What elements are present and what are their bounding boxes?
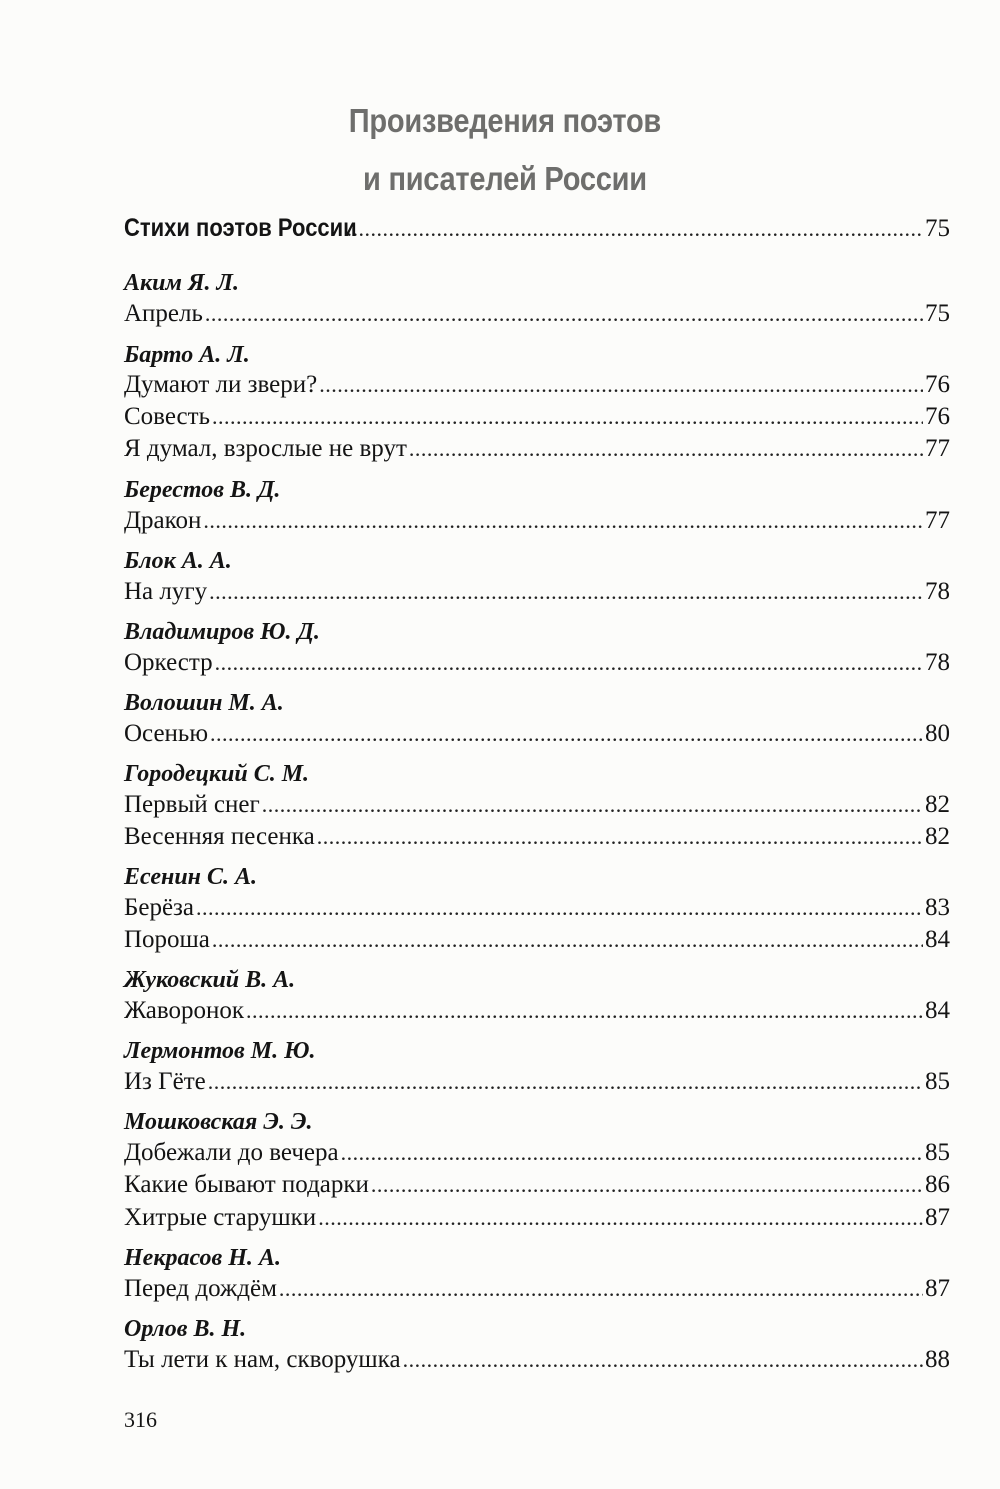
work-title: Я думал, взрослые не врут — [124, 435, 407, 462]
dot-leader — [212, 404, 923, 430]
toc-entry[interactable] — [124, 720, 950, 748]
toc-entry[interactable] — [124, 649, 950, 677]
dot-leader — [317, 824, 923, 850]
toc-entry[interactable] — [124, 1346, 950, 1374]
work-title: Берёза — [124, 894, 195, 921]
toc-entry[interactable] — [124, 578, 950, 606]
author-name: Есенин С. А. — [124, 864, 258, 890]
page-title — [65, 92, 945, 208]
author-name: Волошин М. А. — [124, 690, 284, 716]
toc-entry[interactable] — [124, 823, 950, 851]
author-name: Лермонтов М. Ю. — [124, 1038, 316, 1064]
work-title: Хитрые старушки — [124, 1204, 317, 1231]
work-title: Какие бывают подарки — [124, 1171, 369, 1198]
page-number: 84 — [925, 997, 950, 1024]
toc-entry[interactable] — [124, 894, 950, 922]
page-number: 87 — [925, 1204, 950, 1231]
page-number: 84 — [925, 926, 950, 953]
page-number: 88 — [925, 1346, 950, 1373]
page-number: 85 — [925, 1139, 950, 1166]
toc-entry[interactable] — [124, 791, 950, 819]
work-title: На лугу — [124, 578, 208, 605]
page-number: 75 — [925, 300, 950, 327]
dot-leader — [318, 1205, 923, 1231]
page-number: 76 — [925, 403, 950, 430]
work-title: Ты лети к нам, скворушка — [124, 1346, 401, 1373]
author-name: Блок А. А. — [124, 548, 232, 574]
page-number: 76 — [925, 371, 950, 398]
dot-leader — [341, 1140, 923, 1166]
section-label: Стихи поэтов России — [124, 214, 357, 242]
toc-section-heading[interactable] — [124, 214, 950, 243]
author-name: Барто А. Л. — [124, 342, 250, 368]
dot-leader — [279, 1276, 923, 1302]
toc-entry[interactable] — [124, 997, 950, 1025]
dot-leader — [208, 1069, 923, 1095]
page-number: 78 — [925, 649, 950, 676]
toc-entry[interactable] — [124, 507, 950, 535]
work-title: Жаворонок — [124, 997, 245, 1024]
dot-leader — [203, 508, 923, 534]
author-name: Жуковский В. А. — [124, 967, 296, 993]
dot-leader — [319, 372, 923, 398]
dot-leader — [210, 721, 923, 747]
title-line-2: и писателей России — [363, 160, 647, 197]
author-name: Мошковская Э. Э. — [124, 1109, 313, 1135]
dot-leader — [403, 1347, 923, 1373]
author-name: Орлов В. Н. — [124, 1316, 247, 1342]
dot-leader — [246, 998, 923, 1024]
work-title: Первый снег — [124, 791, 260, 818]
work-title: Думают ли звери? — [124, 371, 318, 398]
work-title: Апрель — [124, 300, 203, 327]
author-name: Некрасов Н. А. — [124, 1245, 281, 1271]
work-title: Оркестр — [124, 649, 213, 676]
toc-entry[interactable] — [124, 1171, 950, 1199]
work-title: Из Гёте — [124, 1068, 206, 1095]
page-number: 80 — [925, 720, 950, 747]
dot-leader — [196, 895, 923, 921]
author-name: Владимиров Ю. Д. — [124, 619, 320, 645]
toc-entry[interactable] — [124, 1275, 950, 1303]
work-title: Добежали до вечера — [124, 1139, 339, 1166]
dot-leader — [262, 792, 923, 818]
page-number: 87 — [925, 1275, 950, 1302]
page-number: 77 — [925, 435, 950, 462]
toc-entry[interactable] — [124, 1139, 950, 1167]
dot-leader — [212, 927, 923, 953]
dot-leader — [346, 216, 923, 242]
toc-entry[interactable] — [124, 403, 950, 431]
page-number: 86 — [925, 1171, 950, 1198]
toc-entry[interactable] — [124, 371, 950, 399]
title-line-1: Произведения поэтов — [348, 102, 662, 139]
dot-leader — [215, 650, 923, 676]
author-name: Берестов В. Д. — [124, 477, 281, 503]
dot-leader — [209, 579, 923, 605]
toc-entry[interactable] — [124, 926, 950, 954]
author-name: Городецкий С. М. — [124, 761, 310, 787]
page-number: 85 — [925, 1068, 950, 1095]
toc-entry[interactable] — [124, 300, 950, 328]
page-number: 82 — [925, 791, 950, 818]
page-number: 78 — [925, 578, 950, 605]
page-number: 75 — [925, 215, 950, 242]
work-title: Перед дождём — [124, 1275, 277, 1302]
page-folio: 316 — [124, 1407, 157, 1432]
page-number: 77 — [925, 507, 950, 534]
work-title: Осенью — [124, 720, 209, 747]
toc-entry[interactable] — [124, 1068, 950, 1096]
toc-entry[interactable] — [124, 1204, 950, 1232]
toc-entry[interactable] — [124, 435, 950, 463]
work-title: Весенняя песенка — [124, 823, 315, 850]
work-title: Пороша — [124, 926, 210, 953]
page-number: 82 — [925, 823, 950, 850]
author-name: Аким Я. Л. — [124, 270, 239, 296]
work-title: Совесть — [124, 403, 210, 430]
dot-leader — [205, 301, 923, 327]
work-title: Дракон — [124, 507, 202, 534]
dot-leader — [409, 436, 923, 462]
dot-leader — [371, 1172, 923, 1198]
page-number: 83 — [925, 894, 950, 921]
